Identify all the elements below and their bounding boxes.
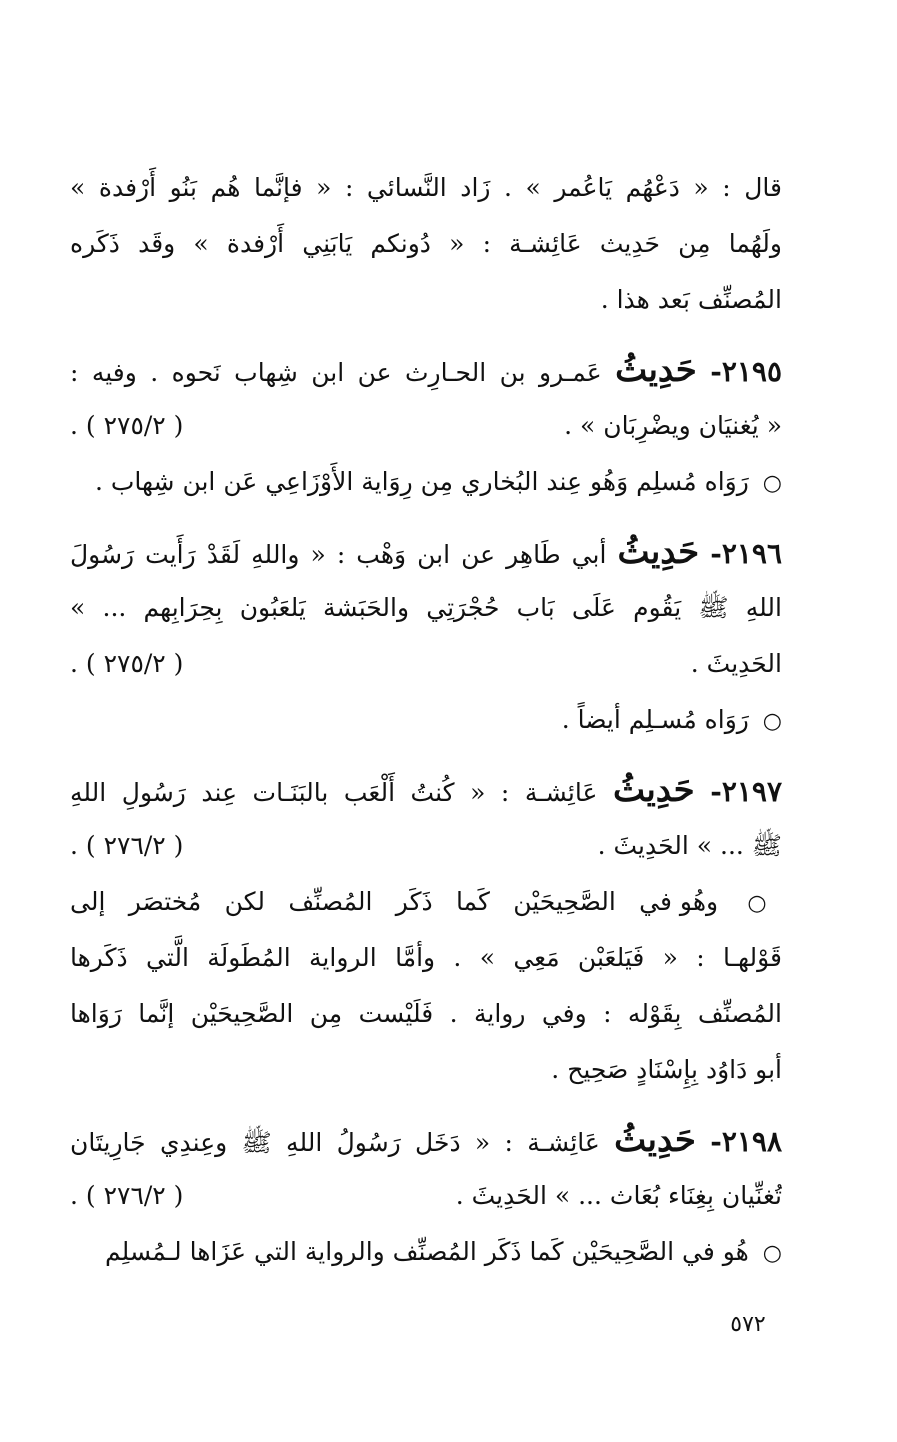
text-line: المُصنِّف بَعد هذا . <box>600 285 782 314</box>
text-line: اللهِ ﷺ يَقُوم عَلَى بَاب حُجْرَتِي والحَبَشة يَلعَبُون بِحِرَابِهم ... » <box>70 593 782 622</box>
hadith-text: ﷺ ... » الحَدِيثَ . <box>597 831 782 860</box>
commentary-line <box>70 692 782 748</box>
commentary-line <box>70 874 782 930</box>
commentary-line <box>70 1224 782 1280</box>
circle-bullet-icon: ○ <box>762 1241 782 1266</box>
hadith-entry <box>70 342 782 510</box>
hadith-entry <box>70 762 782 1098</box>
text-line <box>70 636 782 692</box>
hadith-text: عَمـرو بن الحـارِث عن ابن شِهاب نَحوه . وفيه : <box>70 358 602 387</box>
volume-page-reference: ( ٢٧٥/٢ ) . <box>70 411 184 440</box>
text-line <box>70 818 782 874</box>
text-line <box>70 1168 782 1224</box>
page-number: ٥٧٢ <box>730 1312 766 1337</box>
continuation-paragraph <box>70 160 782 328</box>
circle-bullet-icon: ○ <box>762 471 782 496</box>
commentary-line: قَوْلهـا : « فَيَلعَبْن مَعِي » . وأمَّا الرواية المُطَولَة الَّتي ذَكَرها <box>70 943 782 972</box>
commentary-text: رَوَاه مُسـلِم أيضاً . <box>561 705 749 734</box>
page-text <box>70 160 782 1294</box>
hadith-label: حَدِيثُ <box>617 532 700 572</box>
hadith-text: عَائِشـة : « كُنتُ أَلْعَب بالبَنَـات عِند رَسُولِ اللهِ <box>70 778 598 807</box>
volume-page-reference: ( ٢٧٦/٢ ) . <box>70 1181 184 1210</box>
hadith-text: « يُغنيَان ويضْرِبَان » . <box>564 411 782 440</box>
volume-page-reference: ( ٢٧٦/٢ ) . <box>70 831 184 860</box>
hadith-heading-line <box>70 762 782 818</box>
hadith-entry <box>70 1112 782 1280</box>
hadith-text: الحَدِيثَ . <box>690 649 782 678</box>
hadith-label: حَدِيثُ <box>615 350 697 390</box>
hadith-number: ٢١٩٦- <box>710 537 782 570</box>
commentary-text: وهُو في الصَّحِيحَيْن كَما ذَكَر المُصنِّف لكن مُختصَر إلى <box>70 887 719 916</box>
volume-page-reference: ( ٢٧٥/٢ ) . <box>70 649 184 678</box>
text-line <box>70 398 782 454</box>
hadith-number: ٢١٩٨- <box>710 1125 782 1158</box>
commentary-line: المُصنِّف بِقَوْله : وفي رواية . فَلَيْست مِن الصَّحِيحَيْن إنَّما رَوَاها <box>70 999 782 1028</box>
hadith-entry <box>70 524 782 748</box>
hadith-heading-line <box>70 342 782 398</box>
circle-bullet-icon: ○ <box>762 709 782 734</box>
text-line: ولَهُما مِن حَدِيث عَائِشـة : « دُونكم يَابَنِي أَرْفدة » وقَد ذَكَره <box>70 229 782 258</box>
hadith-number: ٢١٩٧- <box>710 775 782 808</box>
hadith-number: ٢١٩٥- <box>710 355 782 388</box>
hadith-text: أبي طَاهِر عن ابن وَهْب : « واللهِ لَقَدْ رَأَيت رَسُولَ <box>70 540 607 569</box>
hadith-text: تُغنِّيان بِغِنَاء بُعَاث ... » الحَدِيثَ . <box>455 1181 782 1210</box>
commentary-text: رَوَاه مُسلِم وَهُو عِند البُخاري مِن رِوَاية الأَوْزَاعِي عَن ابن شِهاب . <box>94 467 749 496</box>
commentary-line: أبو دَاوُد بِإِسْنَادٍ صَحِيح . <box>551 1055 782 1084</box>
hadith-label: حَدِيثُ <box>612 770 695 810</box>
hadith-heading-line <box>70 524 782 580</box>
hadith-heading-line <box>70 1112 782 1168</box>
text-line: قال : « دَعْهُم يَاعُمر » . زَاد النَّسائي : « فإنَّما هُم بَنُو أَرْفدة » <box>70 173 782 202</box>
hadith-text: عَائِشـة : « دَخَل رَسُولُ اللهِ ﷺ وعِندِي جَارِيتَان <box>70 1128 600 1157</box>
circle-bullet-icon: ○ <box>747 891 782 916</box>
commentary-text: هُو في الصَّحِيحَيْن كَما ذَكَر المُصنِّف والرواية التي عَزَاها لـمُسلِم <box>105 1237 749 1266</box>
commentary-line <box>70 454 782 510</box>
hadith-label: حَدِيثُ <box>614 1120 696 1160</box>
